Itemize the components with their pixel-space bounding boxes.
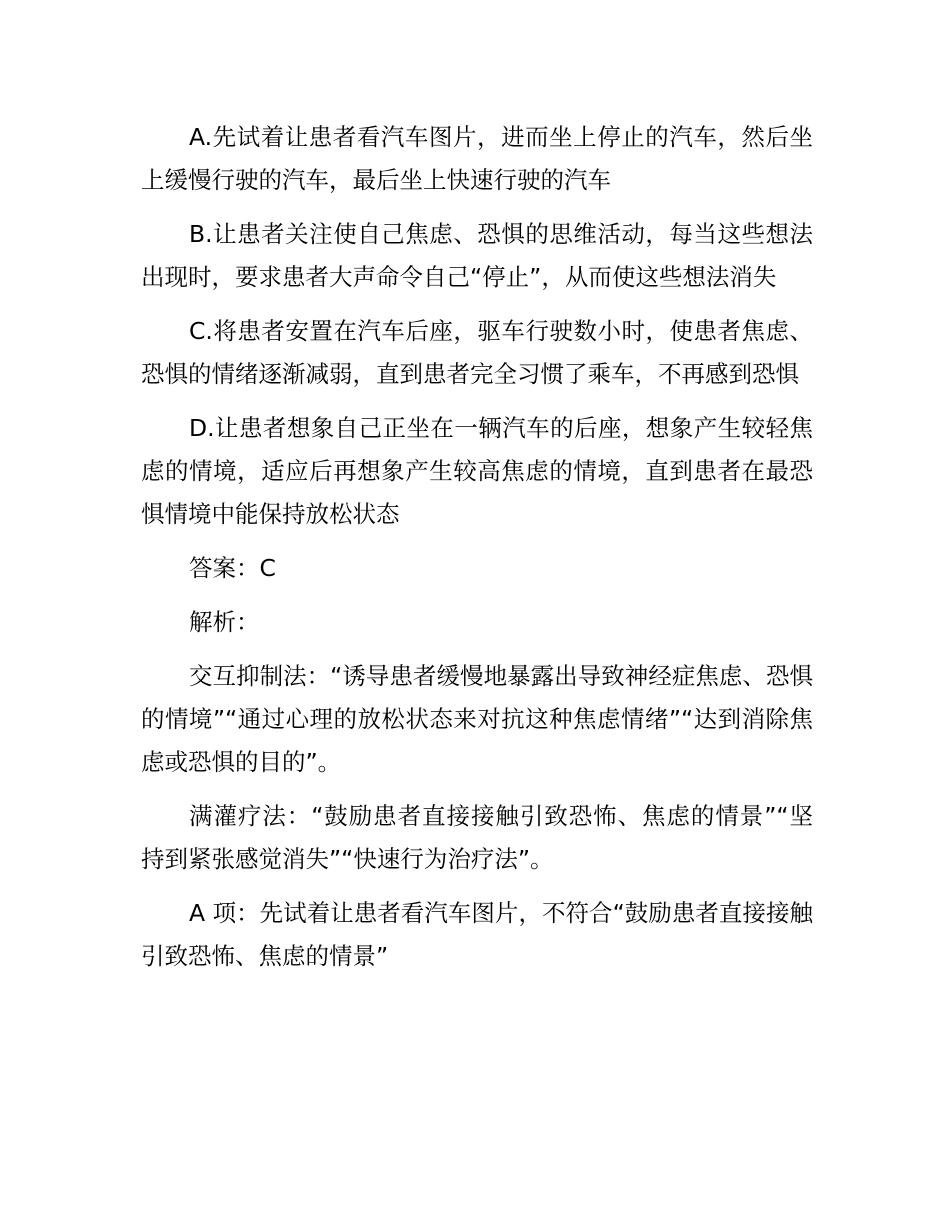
analysis-heading: 解析： <box>189 608 260 636</box>
option-c-paragraph: C.将患者安置在汽车后座，驱车行驶数小时，使患者焦虑、恐惧的情绪逐渐减弱，直到患者完全习惯了乘车，不再感到恐惧 <box>141 317 813 388</box>
option-a-analysis-paragraph: A 项：先试着让患者看汽车图片，不符合“鼓励患者直接接触引致恐怖、焦虑的情景” <box>141 899 813 970</box>
option-d-paragraph: D.让患者想象自己正坐在一辆汽车的后座，想象产生较轻焦虑的情境，适应后再想象产生较高焦虑的情境，直到患者在最恐惧情境中能保持放松状态 <box>141 414 813 528</box>
reciprocal-inhibition-paragraph: 交互抑制法：“诱导患者缓慢地暴露出导致神经症焦虑、恐惧的情境”“通过心理的放松状态来对抗这种焦虑情绪”“达到消除焦虑或恐惧的目的”。 <box>141 662 813 776</box>
option-a-paragraph: A.先试着让患者看汽车图片，进而坐上停止的汽车，然后坐上缓慢行驶的汽车，最后坐上快速行驶的汽车 <box>141 123 813 194</box>
option-b-paragraph: B.让患者关注使自己焦虑、恐惧的思维活动，每当这些想法出现时，要求患者大声命令自己“停止”，从而使这些想法消失 <box>141 220 813 291</box>
answer-line: 答案：C <box>189 554 276 582</box>
document-body <box>141 116 813 989</box>
flooding-therapy-paragraph: 满灌疗法：“鼓励患者直接接触引致恐怖、焦虑的情景”“坚持到紧张感觉消失”“快速行为治疗法”。 <box>141 802 813 873</box>
